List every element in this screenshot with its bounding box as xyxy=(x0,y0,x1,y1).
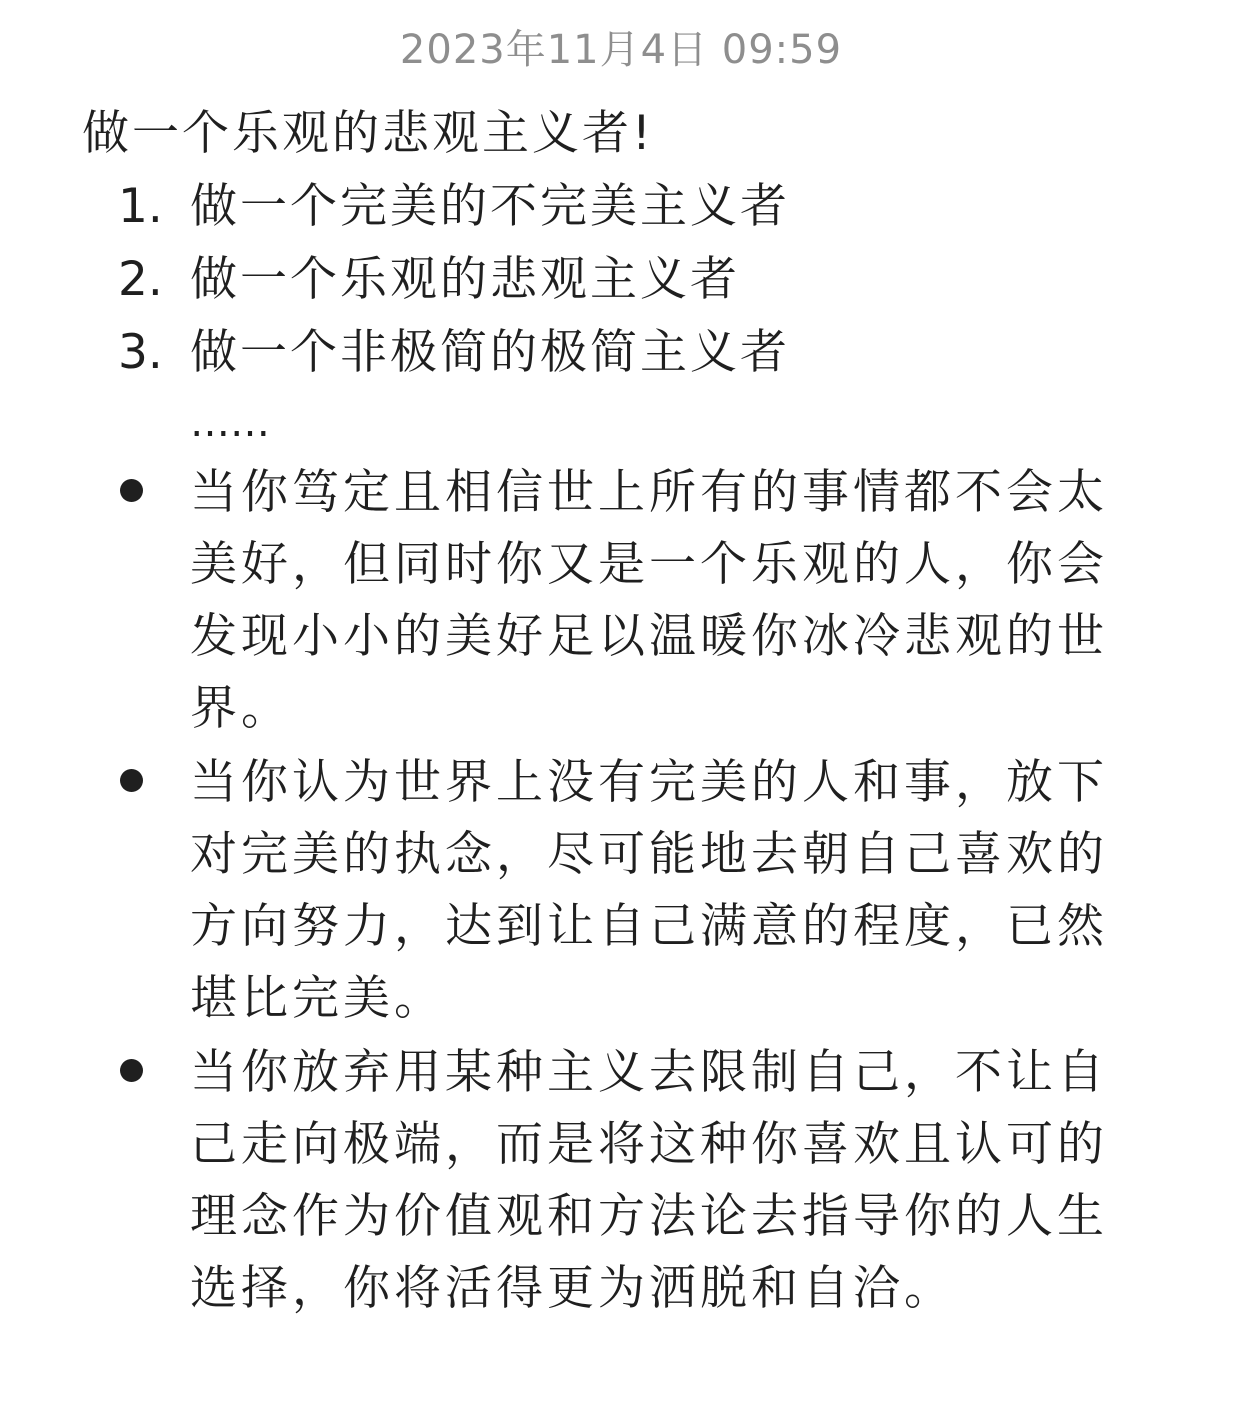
list-number: 1. xyxy=(118,179,163,234)
list-item-text: 做一个完美的不完美主义者 xyxy=(190,179,790,234)
ellipsis-text: …… xyxy=(190,400,270,446)
bullet-list-item xyxy=(82,457,1142,745)
bullet-item-text: 当你放弃用某种主义去限制自己，不让自己走向极端，而是将这种你喜欢且认可的理念作为价值观和方法论去指导你的人生选择，你将活得更为洒脱和自洽。 xyxy=(190,1045,1108,1316)
bullet-item-text: 当你认为世界上没有完美的人和事，放下对完美的执念，尽可能地去朝自己喜欢的方向努力，达到让自己满意的程度，已然堪比完美。 xyxy=(190,755,1108,1026)
list-item-text: 做一个乐观的悲观主义者 xyxy=(190,252,740,307)
list-number: 2. xyxy=(118,252,163,307)
bullet-list xyxy=(82,457,1142,1325)
bullet-list-item xyxy=(82,1037,1142,1325)
numbered-list xyxy=(82,170,1142,389)
bullet-dot-icon xyxy=(120,769,143,792)
note-content[interactable] xyxy=(82,98,1142,1327)
bullet-item-text: 当你笃定且相信世上所有的事情都不会太美好，但同时你又是一个乐观的人，你会发现小小的美好足以温暖你冰冷悲观的世界。 xyxy=(190,465,1108,736)
numbered-list-item xyxy=(82,243,1142,316)
note-title: 做一个乐观的悲观主义者! xyxy=(82,106,654,161)
numbered-list-item xyxy=(82,170,1142,243)
numbered-list-item xyxy=(82,316,1142,389)
bullet-list-item xyxy=(82,747,1142,1035)
bullet-dot-icon xyxy=(120,479,143,502)
note-timestamp: 2023年11月4日 09:59 xyxy=(399,27,843,73)
list-number: 3. xyxy=(118,325,163,380)
list-item-text: 做一个非极简的极简主义者 xyxy=(190,325,790,380)
bullet-dot-icon xyxy=(120,1059,143,1082)
